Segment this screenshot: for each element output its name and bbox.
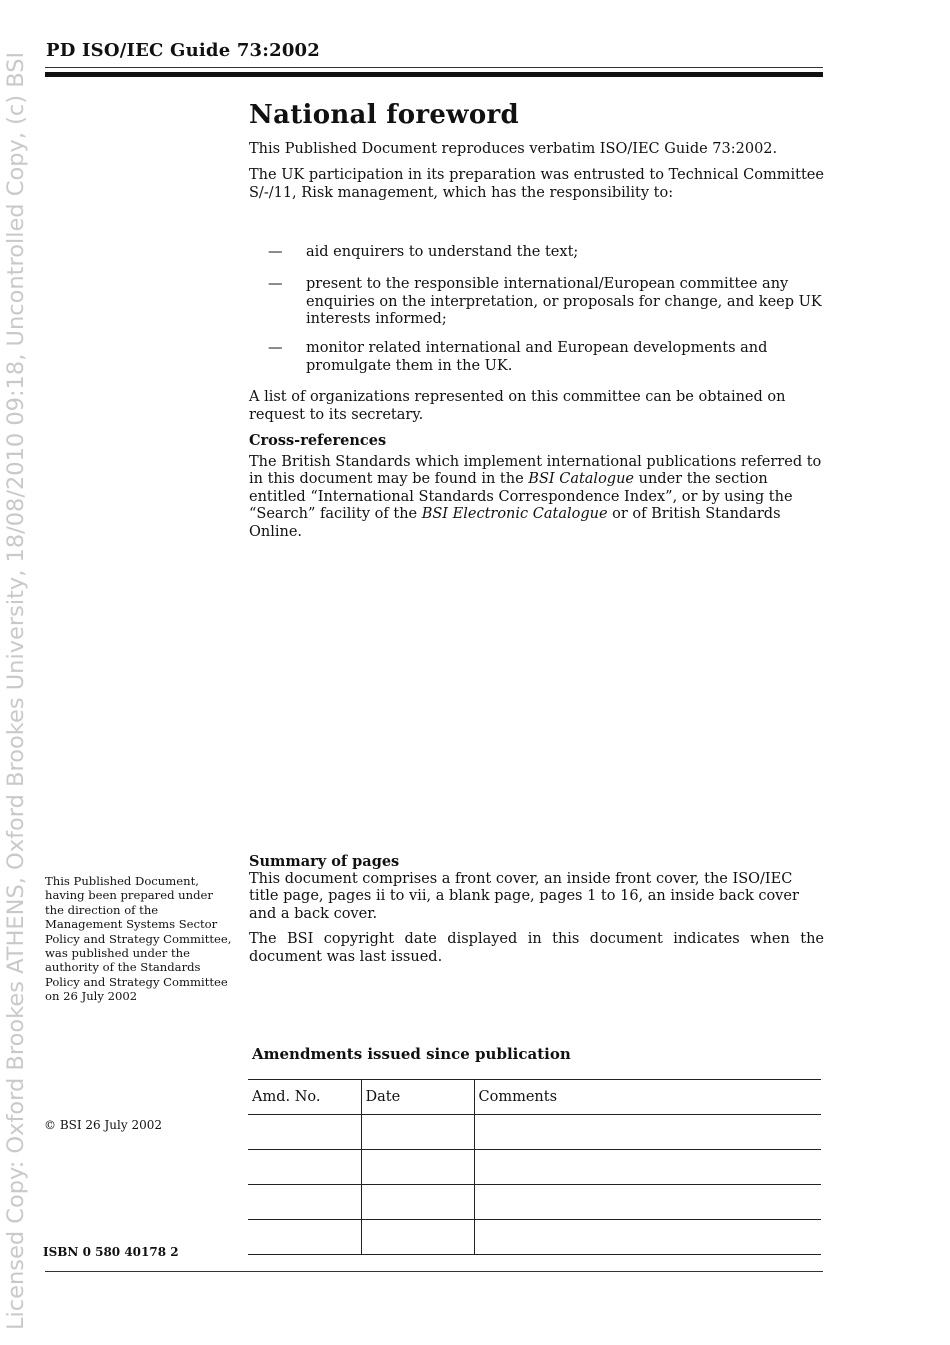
table-cell [474,1220,821,1255]
cross-references-section [249,432,824,541]
cross-ref-text-2: under the section entitled “International Standards Correspondence Index”, or by using the “Search” facility of the [249,471,793,522]
bullet-dash: — [268,244,283,260]
copyright-notice: © BSI 26 July 2002 [44,1118,163,1132]
table-cell [248,1115,361,1150]
bullet-dash: — [268,276,283,292]
table-cell [474,1115,821,1150]
document-id: PD ISO/IEC Guide 73:2002 [46,40,321,61]
page-title: National foreword [249,100,519,130]
summary-heading: Summary of pages [249,853,400,870]
watermark-text: Licensed Copy: Oxford Brookes ATHENS, Oxford Brookes University, 18/08/2010 09:18, Uncontrolled Copy, (c) BSI [3,51,29,1330]
table-cell [248,1220,361,1255]
foreword-para-1 [249,141,824,159]
list-item [268,244,823,262]
cross-references-heading: Cross-references [249,432,387,449]
footer-rule [45,1271,823,1272]
table-cell [474,1185,821,1220]
table-row [248,1185,821,1220]
amendments-table [248,1079,821,1255]
column-header-amd-no: Amd. No. [248,1080,361,1115]
summary-section [249,853,824,966]
table-row [248,1220,821,1255]
table-row [248,1150,821,1185]
watermark [2,0,32,1345]
list-item-text: aid enquirers to understand the text; [306,244,579,260]
column-header-comments: Comments [474,1080,821,1115]
list-item-text: present to the responsible international/European committee any enquiries on the interpretation, or proposals for change, and keep UK interests informed; [306,276,822,327]
publication-note: This Published Document, having been prepared under the direction of the Management Systems Sector Policy and Strategy Committee, was published under the authority of the Standards Policy and Strategy Committee on 26 July 2002 [45,874,232,1004]
table-cell [361,1220,474,1255]
isbn: ISBN 0 580 40178 2 [43,1245,179,1259]
table-cell [474,1150,821,1185]
cross-references-text [249,454,824,542]
list-item [268,340,823,375]
summary-para-2: The BSI copyright date displayed in this document indicates when the document was last issued. [249,931,824,965]
table-cell [361,1185,474,1220]
column-header-date: Date [361,1080,474,1115]
header-rule-thin [45,67,823,68]
bsi-catalogue-title: BSI Catalogue [528,471,635,487]
summary-para-1: This document comprises a front cover, an inside front cover, the ISO/IEC title page, pages ii to vii, a blank page, pages 1 to 16, an inside back cover and a back cover. [249,870,799,922]
bullet-dash: — [268,340,283,356]
cross-ref-text-1: The British Standards which implement international publications referred to in this document may be found in the [249,453,822,487]
list-item-text: monitor related international and European developments and promulgate them in the UK. [306,340,768,374]
list-item [268,276,823,329]
table-cell [248,1150,361,1185]
table-row [248,1115,821,1150]
table-cell [361,1115,474,1150]
bsi-electronic-catalogue-title: BSI Electronic Catalogue [421,506,608,522]
foreword-para-3 [249,389,824,424]
table-cell [248,1185,361,1220]
cross-ref-text-3: or of British Standards Online. [249,506,781,540]
foreword-para-2 [249,167,824,202]
table-header-row [248,1080,821,1115]
header-rule-thick [45,72,823,77]
foreword-para-3-text: A list of organizations represented on this committee can be obtained on request to its secretary. [249,389,786,423]
table-cell [361,1150,474,1185]
foreword-para-1-text: This Published Document reproduces verbatim ISO/IEC Guide 73:2002. [249,141,778,157]
foreword-para-2-text: The UK participation in its preparation was entrusted to Technical Committee S/-/11, Risk management, which has the responsibility to: [249,167,824,201]
amendments-title: Amendments issued since publication [252,1045,571,1063]
